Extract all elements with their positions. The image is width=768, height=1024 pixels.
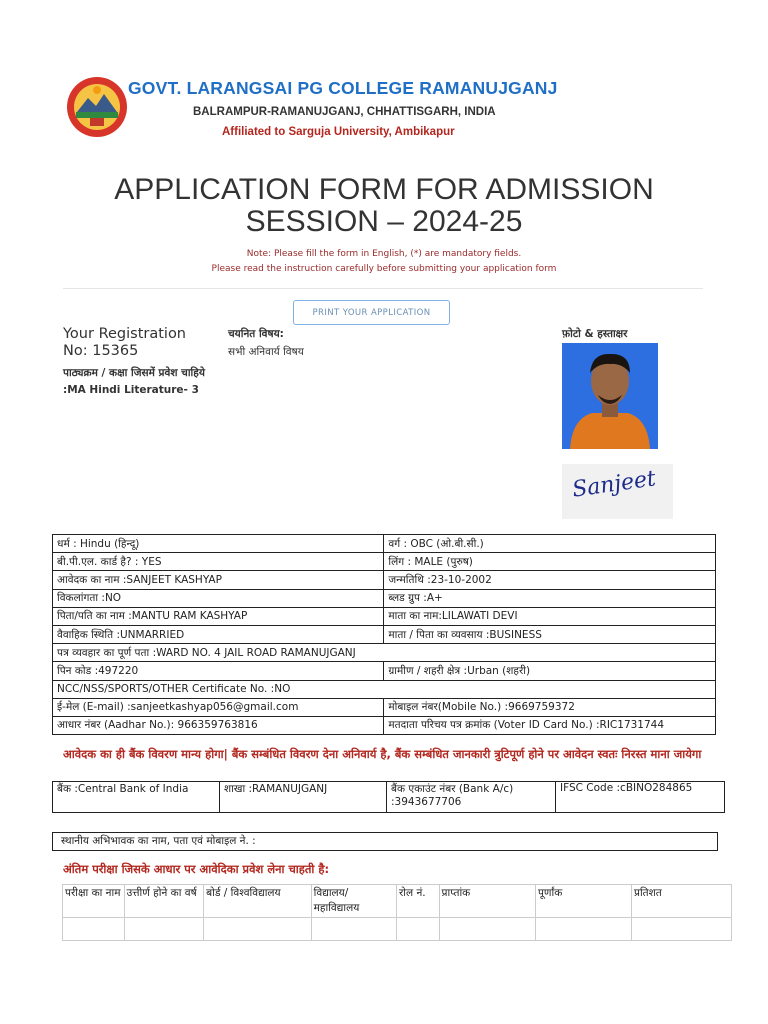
title-line-2: SESSION – 2024-25 xyxy=(245,205,523,238)
table-cell: मोबाइल नंबर(Mobile No.) :9669759372 xyxy=(384,698,716,716)
table-cell: पिता/पति का नाम :MANTU RAM KASHYAP xyxy=(53,607,384,625)
table-cell: वैवाहिक स्थिति :UNMARRIED xyxy=(53,625,384,643)
table-row xyxy=(53,662,716,680)
exam-column-header: प्रतिशत xyxy=(631,885,731,918)
table-row xyxy=(53,535,716,553)
table-cell: ई-मेल (E-mail) :sanjeetkashyap056@gmail.com xyxy=(53,698,384,716)
table-row xyxy=(53,571,716,589)
bank-account xyxy=(387,782,556,813)
table-cell: मतदाता परिचय पत्र क्रमांक (Voter ID Card No.) :RIC1731744 xyxy=(384,716,716,734)
table-cell: लिंग : MALE (पुरुष) xyxy=(384,553,716,571)
exam-cell xyxy=(535,918,631,941)
local-guardian-row: स्थानीय अभिभावक का नाम, पता एवं मोबाइल ने. : xyxy=(52,832,718,851)
table-cell: माता का नाम:LILAWATI DEVI xyxy=(384,607,716,625)
exam-cell xyxy=(63,918,125,941)
exam-cell xyxy=(439,918,535,941)
course-info xyxy=(63,365,213,399)
table-row xyxy=(53,553,716,571)
course-label: पाठ्यक्रम / कक्षा जिसमें प्रवेश चाहिये : xyxy=(63,367,205,396)
subjects-value: सभी अनिवार्य विषय xyxy=(228,346,304,358)
exam-column-header: प्राप्तांक xyxy=(439,885,535,918)
exam-cell xyxy=(311,918,396,941)
exam-header-row xyxy=(63,885,732,918)
table-cell: धर्म : Hindu (हिन्दू) xyxy=(53,535,384,553)
form-note xyxy=(0,247,768,277)
exam-column-header: परीक्षा का नाम xyxy=(63,885,125,918)
exam-column-header: पूर्णांक xyxy=(535,885,631,918)
exam-column-header: विद्यालय/ महाविद्यालय xyxy=(311,885,396,918)
exam-column-header: बोर्ड / विश्वविद्यालय xyxy=(204,885,312,918)
exam-cell xyxy=(204,918,312,941)
applicant-signature xyxy=(562,464,673,519)
college-logo xyxy=(66,76,128,138)
table-cell: पत्र व्यवहार का पूर्ण पता :WARD NO. 4 JAIL ROAD RAMANUJGANJ xyxy=(53,644,716,662)
table-cell: जन्मतिथि :23-10-2002 xyxy=(384,571,716,589)
registration-line-2: No: 15365 xyxy=(63,343,139,359)
table-cell: माता / पिता का व्यवसाय :BUSINESS xyxy=(384,625,716,643)
table-cell: वर्ग : OBC (ओ.बी.सी.) xyxy=(384,535,716,553)
table-row xyxy=(53,589,716,607)
table-cell: ब्लड ग्रुप :A+ xyxy=(384,589,716,607)
divider xyxy=(63,288,703,289)
table-cell: बी.पी.एल. कार्ड है? : YES xyxy=(53,553,384,571)
table-cell: आवेदक का नाम :SANJEET KASHYAP xyxy=(53,571,384,589)
exam-column-header: उत्तीर्ण होने का वर्ष xyxy=(124,885,204,918)
print-application-button[interactable]: PRINT YOUR APPLICATION xyxy=(293,300,450,325)
page-title xyxy=(0,174,768,238)
college-address: BALRAMPUR-RAMANUJGANJ, CHHATTISGARH, INDIA xyxy=(193,106,496,118)
table-cell: आधार नंबर (Aadhar No.): 966359763816 xyxy=(53,716,384,734)
bank-note: आवेदक का ही बैंक विवरण मान्य होगा| बैंक सम्बंधित विवरण देना अनिवार्य है, बैंक सम्बंधित जानकारी त्रुटिपूर्ण होने पर आवेदन स्वतः निरस्त माना जायेगा xyxy=(63,747,702,761)
table-row xyxy=(53,698,716,716)
course-value: MA Hindi Literature- 3 xyxy=(67,384,199,396)
table-row xyxy=(53,607,716,625)
exam-cell xyxy=(631,918,731,941)
table-row xyxy=(53,716,716,734)
exam-heading: अंतिम परीक्षा जिसके आधार पर आवेदिका प्रवेश लेना चाहती है: xyxy=(63,862,330,876)
exam-cell xyxy=(124,918,204,941)
bank-ifsc: IFSC Code :cBINO284865 xyxy=(556,782,725,813)
bank-name: बैंक :Central Bank of India xyxy=(53,782,220,813)
applicant-details-table xyxy=(52,534,716,735)
table-row xyxy=(53,625,716,643)
registration-line-1: Your Registration xyxy=(63,326,187,342)
note-line-2: Please read the instruction carefully before submitting your application form xyxy=(211,264,557,274)
exam-cell xyxy=(397,918,440,941)
table-row xyxy=(53,680,716,698)
bank-details-table xyxy=(52,781,725,813)
registration-number xyxy=(63,326,186,360)
note-line-1: Note: Please fill the form in English, (*) are mandatory fields. xyxy=(246,249,522,259)
title-line-1: APPLICATION FORM FOR ADMISSION xyxy=(114,173,654,206)
subjects-label: चयनित विषय: xyxy=(228,328,284,340)
signature-text: Sanjeet xyxy=(570,466,658,503)
exam-table xyxy=(62,884,732,941)
table-cell: ग्रामीण / शहरी क्षेत्र :Urban (शहरी) xyxy=(384,662,716,680)
bank-branch: शाखा :RAMANUJGANJ xyxy=(220,782,387,813)
applicant-photo xyxy=(562,343,658,449)
exam-data-row xyxy=(63,918,732,941)
bank-account-line-1: बैंक एकाउंट नंबर (Bank A/c) xyxy=(391,783,514,795)
bank-account-line-2: :3943677706 xyxy=(391,796,462,808)
college-affiliation: Affiliated to Sarguja University, Ambikapur xyxy=(222,126,455,138)
table-cell: विकलांगता :NO xyxy=(53,589,384,607)
college-name: GOVT. LARANGSAI PG COLLEGE RAMANUJGANJ xyxy=(128,78,558,98)
table-cell: NCC/NSS/SPORTS/OTHER Certificate No. :NO xyxy=(53,680,716,698)
exam-column-header: रोल नं. xyxy=(397,885,440,918)
table-row xyxy=(53,644,716,662)
table-cell: पिन कोड :497220 xyxy=(53,662,384,680)
photo-signature-label: फ़ोटो & हस्ताक्षर xyxy=(562,328,628,340)
